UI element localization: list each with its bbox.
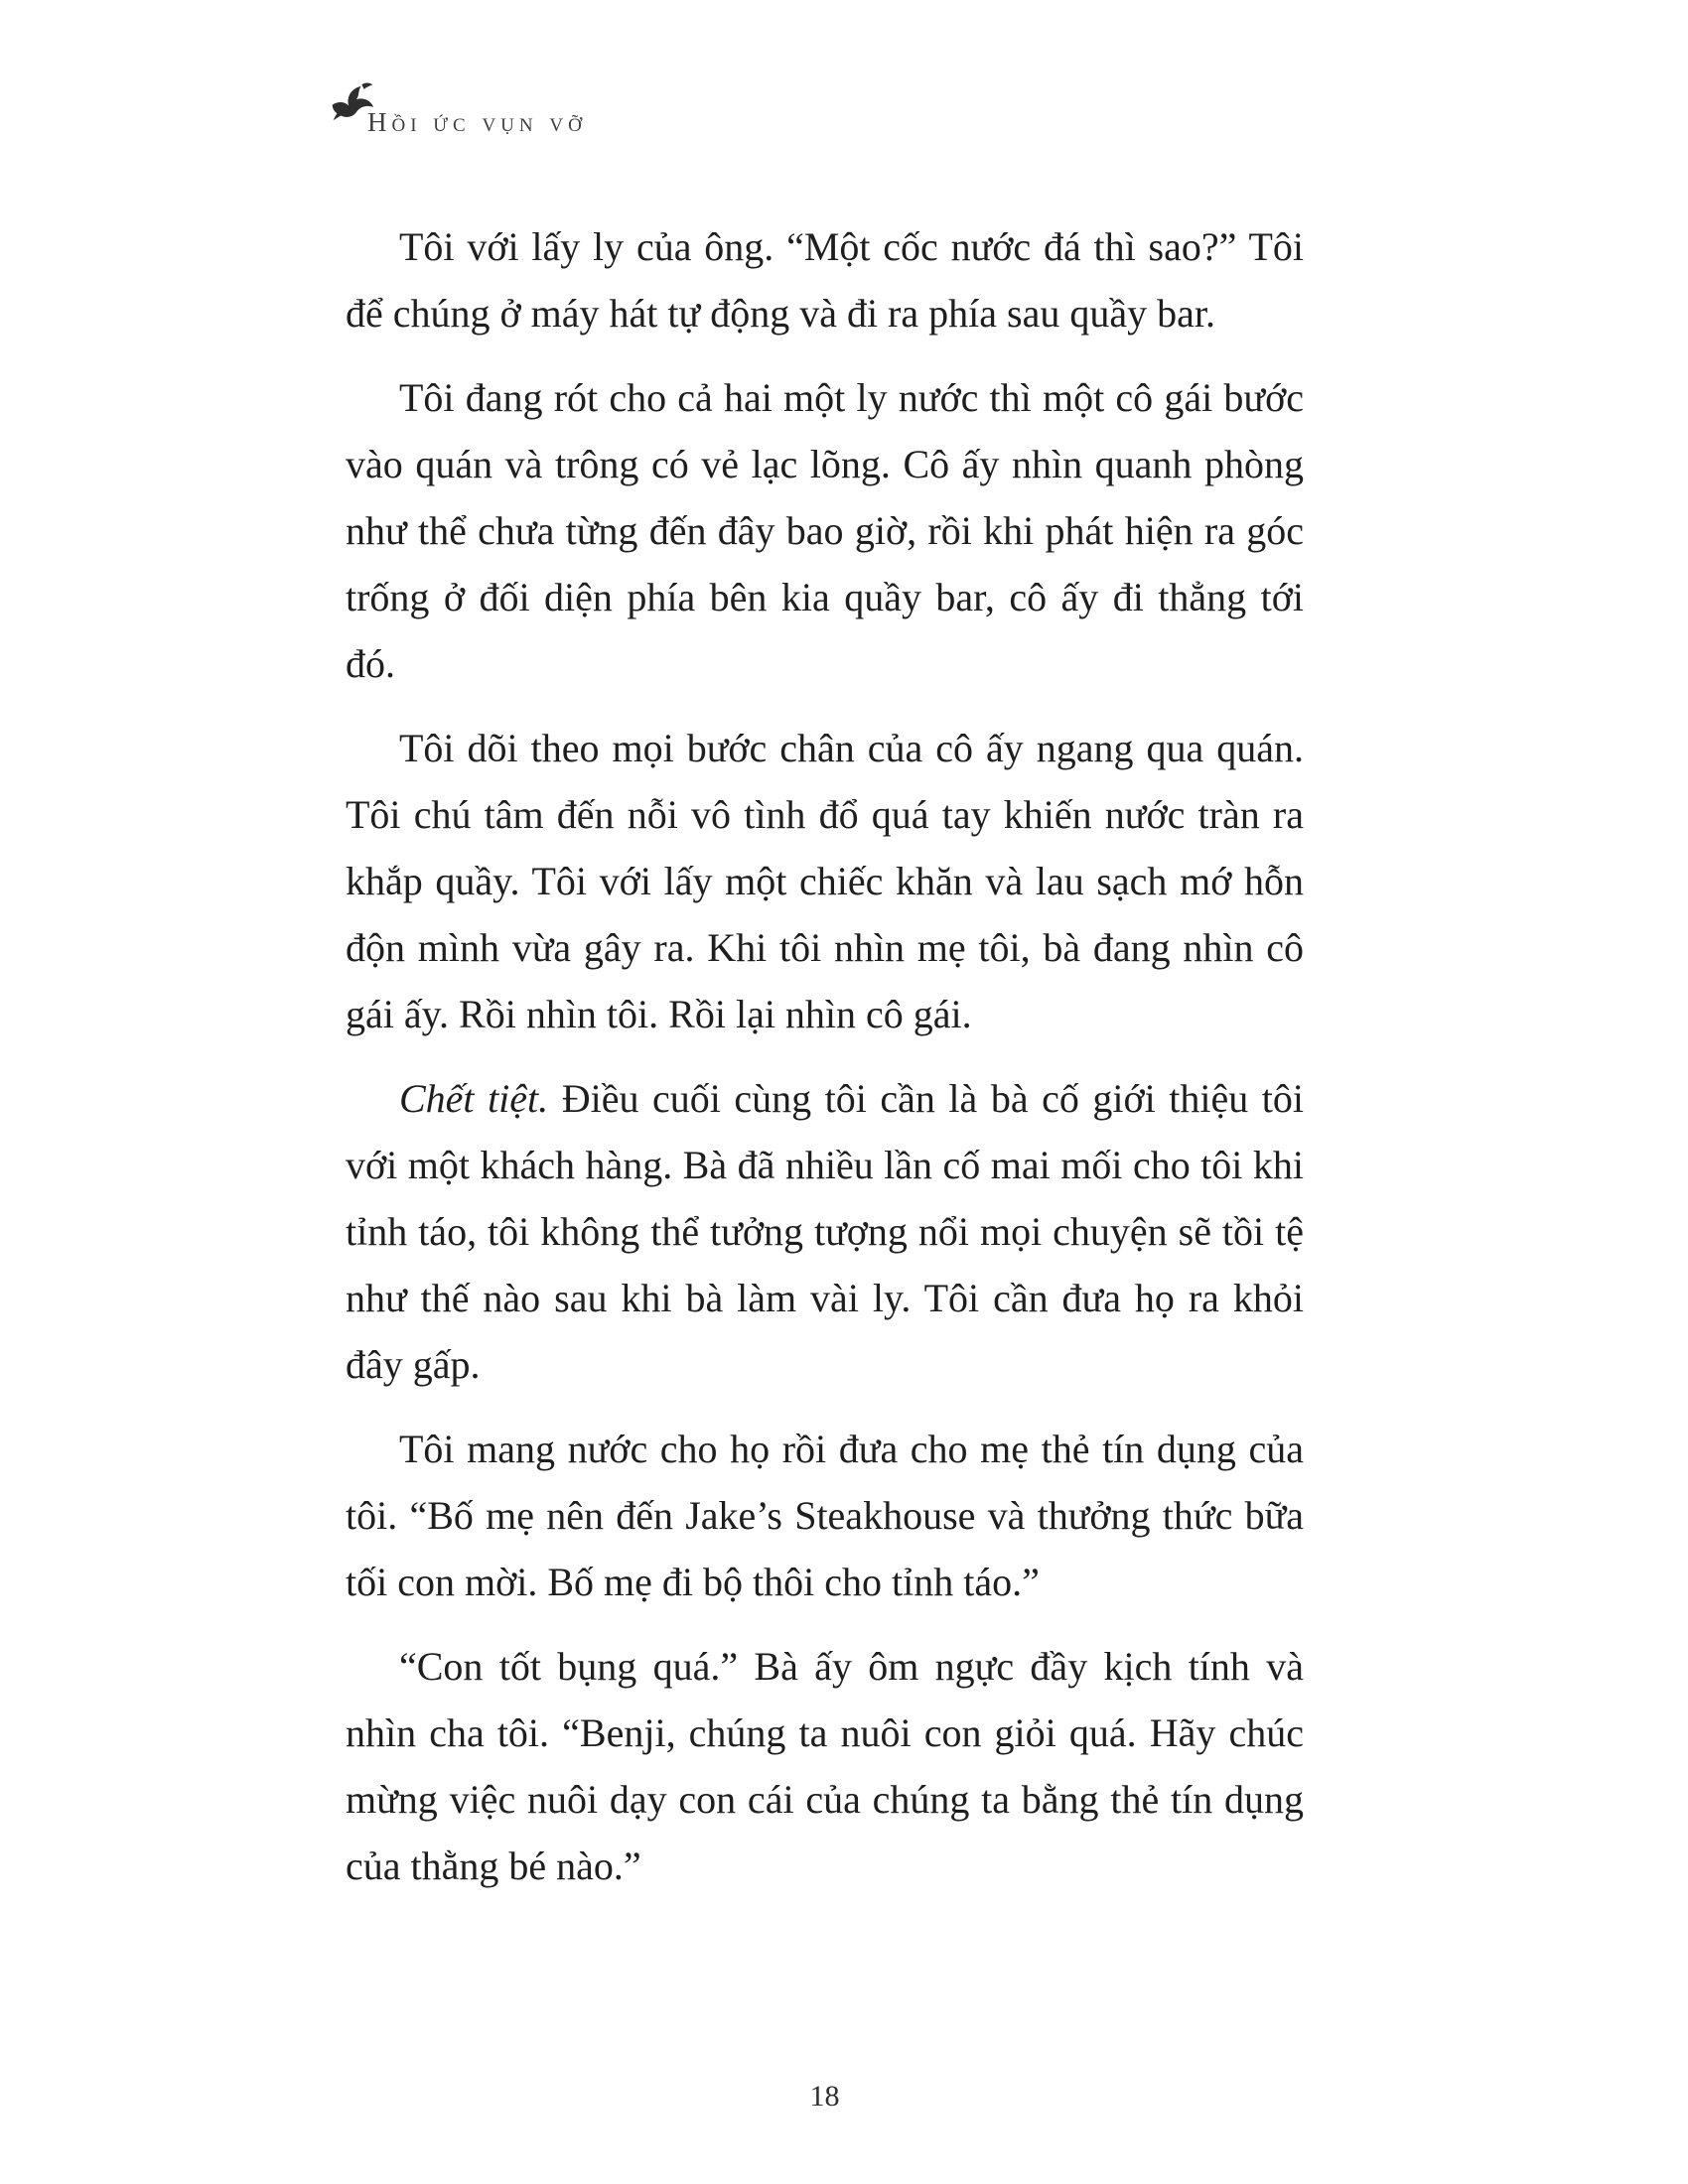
paragraph-italic-lead: Chết tiệt. [399, 1076, 549, 1121]
paragraph-text: “Con tốt bụng quá.” Bà ấy ôm ngực đầy kịch tính và nhìn cha tôi. “Benji, chúng ta nuôi con giỏi quá. Hãy chúc mừng việc nuôi dạy con cái của chúng ta bằng thẻ tín dụng của thằng bé nào.” [346, 1644, 1304, 1888]
paragraph [346, 213, 1304, 346]
paragraph-text: Điều cuối cùng tôi cần là bà cố giới thiệu tôi với một khách hàng. Bà đã nhiều lần cố mai mối cho tôi khi tỉnh táo, tôi không thể tưởng tượng nổi mọi chuyện sẽ tồi tệ như thế nào sau khi bà làm vài ly. Tôi cần đưa họ ra khỏi đây gấp. [346, 1076, 1304, 1387]
paragraph-text: Tôi đang rót cho cả hai một ly nước thì một cô gái bước vào quán và trông có vẻ lạc lõng. Cô ấy nhìn quanh phòng như thể chưa từng đến đây bao giờ, rồi khi phát hiện ra góc trống ở đối diện phía bên kia quầy bar, cô ấy đi thẳng tới đó. [346, 375, 1304, 686]
paragraph [346, 1065, 1304, 1398]
paragraph [346, 364, 1304, 697]
book-title: Hồi ức vụn vỡ [367, 107, 587, 137]
page-number: 18 [809, 2080, 840, 2113]
paragraph [346, 1416, 1304, 1615]
paragraph-text: Tôi dõi theo mọi bước chân của cô ấy ngang qua quán. Tôi chú tâm đến nỗi vô tình đổ quá tay khiến nước tràn ra khắp quầy. Tôi với lấy một chiếc khăn và lau sạch mớ hỗn độn mình vừa gây ra. Khi tôi nhìn mẹ tôi, bà đang nhìn cô gái ấy. Rồi nhìn tôi. Rồi lại nhìn cô gái. [346, 726, 1304, 1036]
paragraph [346, 1633, 1304, 1899]
paragraph-text: Tôi mang nước cho họ rồi đưa cho mẹ thẻ tín dụng của tôi. “Bố mẹ nên đến Jake’s Steakhouse và thưởng thức bữa tối con mời. Bố mẹ đi bộ thôi cho tỉnh táo.” [346, 1427, 1304, 1604]
paragraph [346, 715, 1304, 1047]
paragraph-text: Tôi với lấy ly của ông. “Một cốc nước đá thì sao?” Tôi để chúng ở máy hát tự động và đi ra phía sau quầy bar. [346, 224, 1304, 336]
body-text [346, 213, 1304, 1917]
